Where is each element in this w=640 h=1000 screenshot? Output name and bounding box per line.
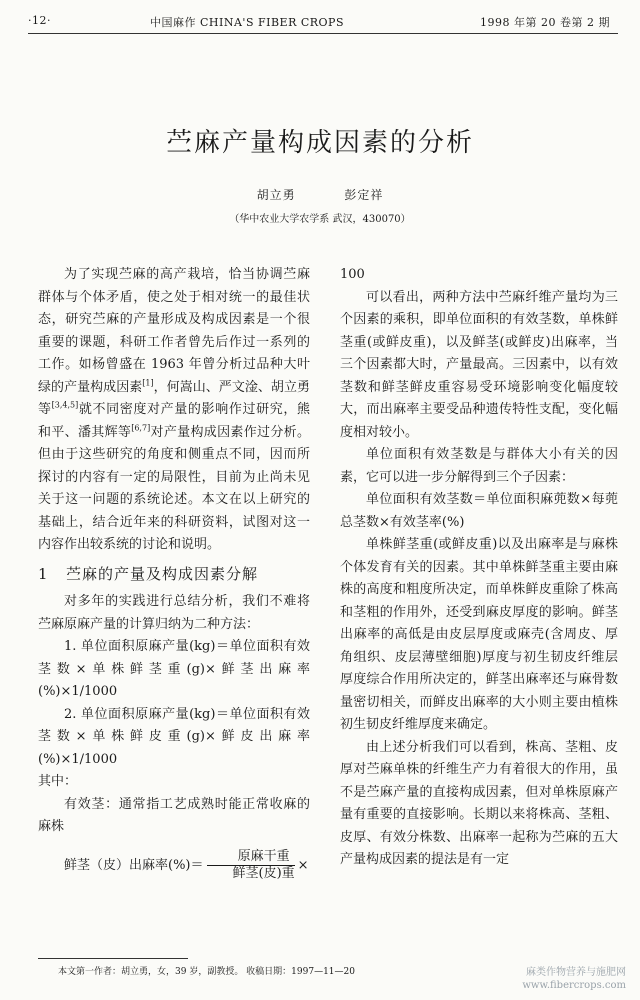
authors [0,186,640,203]
article-title: 苎麻产量构成因素的分析 [165,128,474,158]
analysis-paragraph-1: 可以看出，两种方法中苎麻纤维产量均为三个因素的乘积，即单位面积的有效茎数，单株鲜茎重(或鲜皮重)，以及鲜茎(或鲜皮)出麻率，当三个因素都大时，产量最高。三因素中，以有效茎数和鲜茎鲜皮重容易受环境影响变化幅度较大，而出麻率主要受品种遗传特性支配，变化幅度相对较小。 [340,289,618,440]
intro-paragraph [38,264,310,557]
affiliation: （华中农业大学农学系 武汉，430070） [229,214,411,225]
citation-1: [1] [142,378,154,388]
formula-continuation: 100 [340,267,365,282]
page-number: ·12· [28,14,51,27]
header-rule [28,33,618,34]
section-title: 苎麻的产量及构成因素分解 [66,564,259,583]
watermark [522,966,626,992]
formula-tail: × [297,857,309,873]
right-column [340,264,618,872]
intro-text-2: ，何嵩山、严文淦、胡立勇等 [38,379,310,417]
stem-count-formula: 单位面积有效茎数＝单位面积麻蔸数×每蔸总茎数×有效茎率(%) [340,492,618,530]
section-number: 1 [38,564,49,583]
journal-name: 中国麻作 CHINA'S FIBER CROPS [150,16,344,29]
fraction-denominator: 鲜茎(皮)重 [232,865,295,881]
footnote: 本文第一作者：胡立勇，女，39 岁，副教授。 收稿日期：1997—11—20 [58,967,355,977]
author-1: 胡立勇 [256,188,296,202]
citation-3: [6,7] [131,423,151,433]
watermark-line-2: www.fibercrops.com [522,980,626,991]
intro-text-1: 为了实现苎麻的高产栽培，恰当协调苎麻群体与个体矛盾，使之处于相对统一的最佳状态，研究苎麻的产量形成及构成因素是一个很重要的课题，科研工作者曾先后作过一系列的工作。如杨曾盛在 1963 年曾分析过品种大叶绿的产量构成因素 [38,267,310,395]
section-heading [38,563,310,586]
formula-2: 2. 单位面积原麻产量(kg)＝单位面积有效茎数×单株鲜皮重(g)×鲜皮出麻率(%)×1/1000 [38,706,310,767]
intro-text-4: 对产量构成因素作过分析。但由于这些研究的角度和侧重点不同，因而所探讨的内容有一定的局限性，目前为止尚未见关于这一问题的系统论述。本文在以上研究的基础上，结合近年来的科研资料，试图对这一内容作出较系统的讨论和说明。 [38,424,310,552]
analysis-paragraph-3: 单株鲜茎重(或鲜皮重)以及出麻率是与麻株个体发育有关的因素。其中单株鲜茎重主要由麻株的高度和粗度所决定，而单株鲜皮重除了株高和茎粗的作用外，还受到麻皮厚度的影响。鲜茎出麻率的高低是由皮层厚度或麻壳(含周皮、厚角组织、皮层薄壁细胞)厚度与初生韧皮纤维层厚度综合作用所决定的，鲜茎出麻率还与麻骨数量密切相关，而鲜皮出麻率的大小则主要由植株初生韧皮纤维厚度来确定。 [340,537,618,732]
intro-text-3: 就不同密度对产量的影响作过研究，熊和平、潘其辉等 [38,402,310,440]
formula-1: 1. 单位面积原麻产量(kg)＝单位面积有效茎数×单株鲜茎重(g)×鲜茎出麻率(%)×1/1000 [38,639,310,699]
left-column [38,264,310,882]
author-2: 彭定祥 [344,188,384,202]
footnote-rule [38,958,188,959]
where-label: 其中： [38,774,78,789]
analysis-paragraph-4: 由上述分析我们可以看到，株高、茎粗、皮厚对苎麻单株的纤维生产力有着很大的作用，虽不是苎麻产量的直接构成因素，但对单株原麻产量有重要的直接影响。长期以来将株高、茎粗、皮厚、有效分株数、出麻率一起称为苎麻的五大产量构成因素的提法是有一定 [340,739,618,867]
fraction-numerator: 原麻干重 [207,849,295,866]
definition: 有效茎：通常指工艺成熟时能正常收麻的麻株 [38,796,310,834]
watermark-line-1: 麻类作物营养与施肥网 [526,967,626,978]
analysis-paragraph-2: 单位面积有效茎数是与群体大小有关的因素，它可以进一步分解得到三个子因素： [340,447,618,485]
fraction [207,849,295,882]
citation-2: [3,4,5] [51,400,79,410]
formula-lhs: 鲜茎（皮）出麻率(%)＝ [64,857,204,873]
issue-info: 1998 年第 20 卷第 2 期 [480,16,610,29]
methods-paragraph: 对多年的实践进行总结分析，我们不难将苎麻原麻产量的计算归纳为二种方法： [38,594,310,632]
ratio-formula [38,849,310,882]
